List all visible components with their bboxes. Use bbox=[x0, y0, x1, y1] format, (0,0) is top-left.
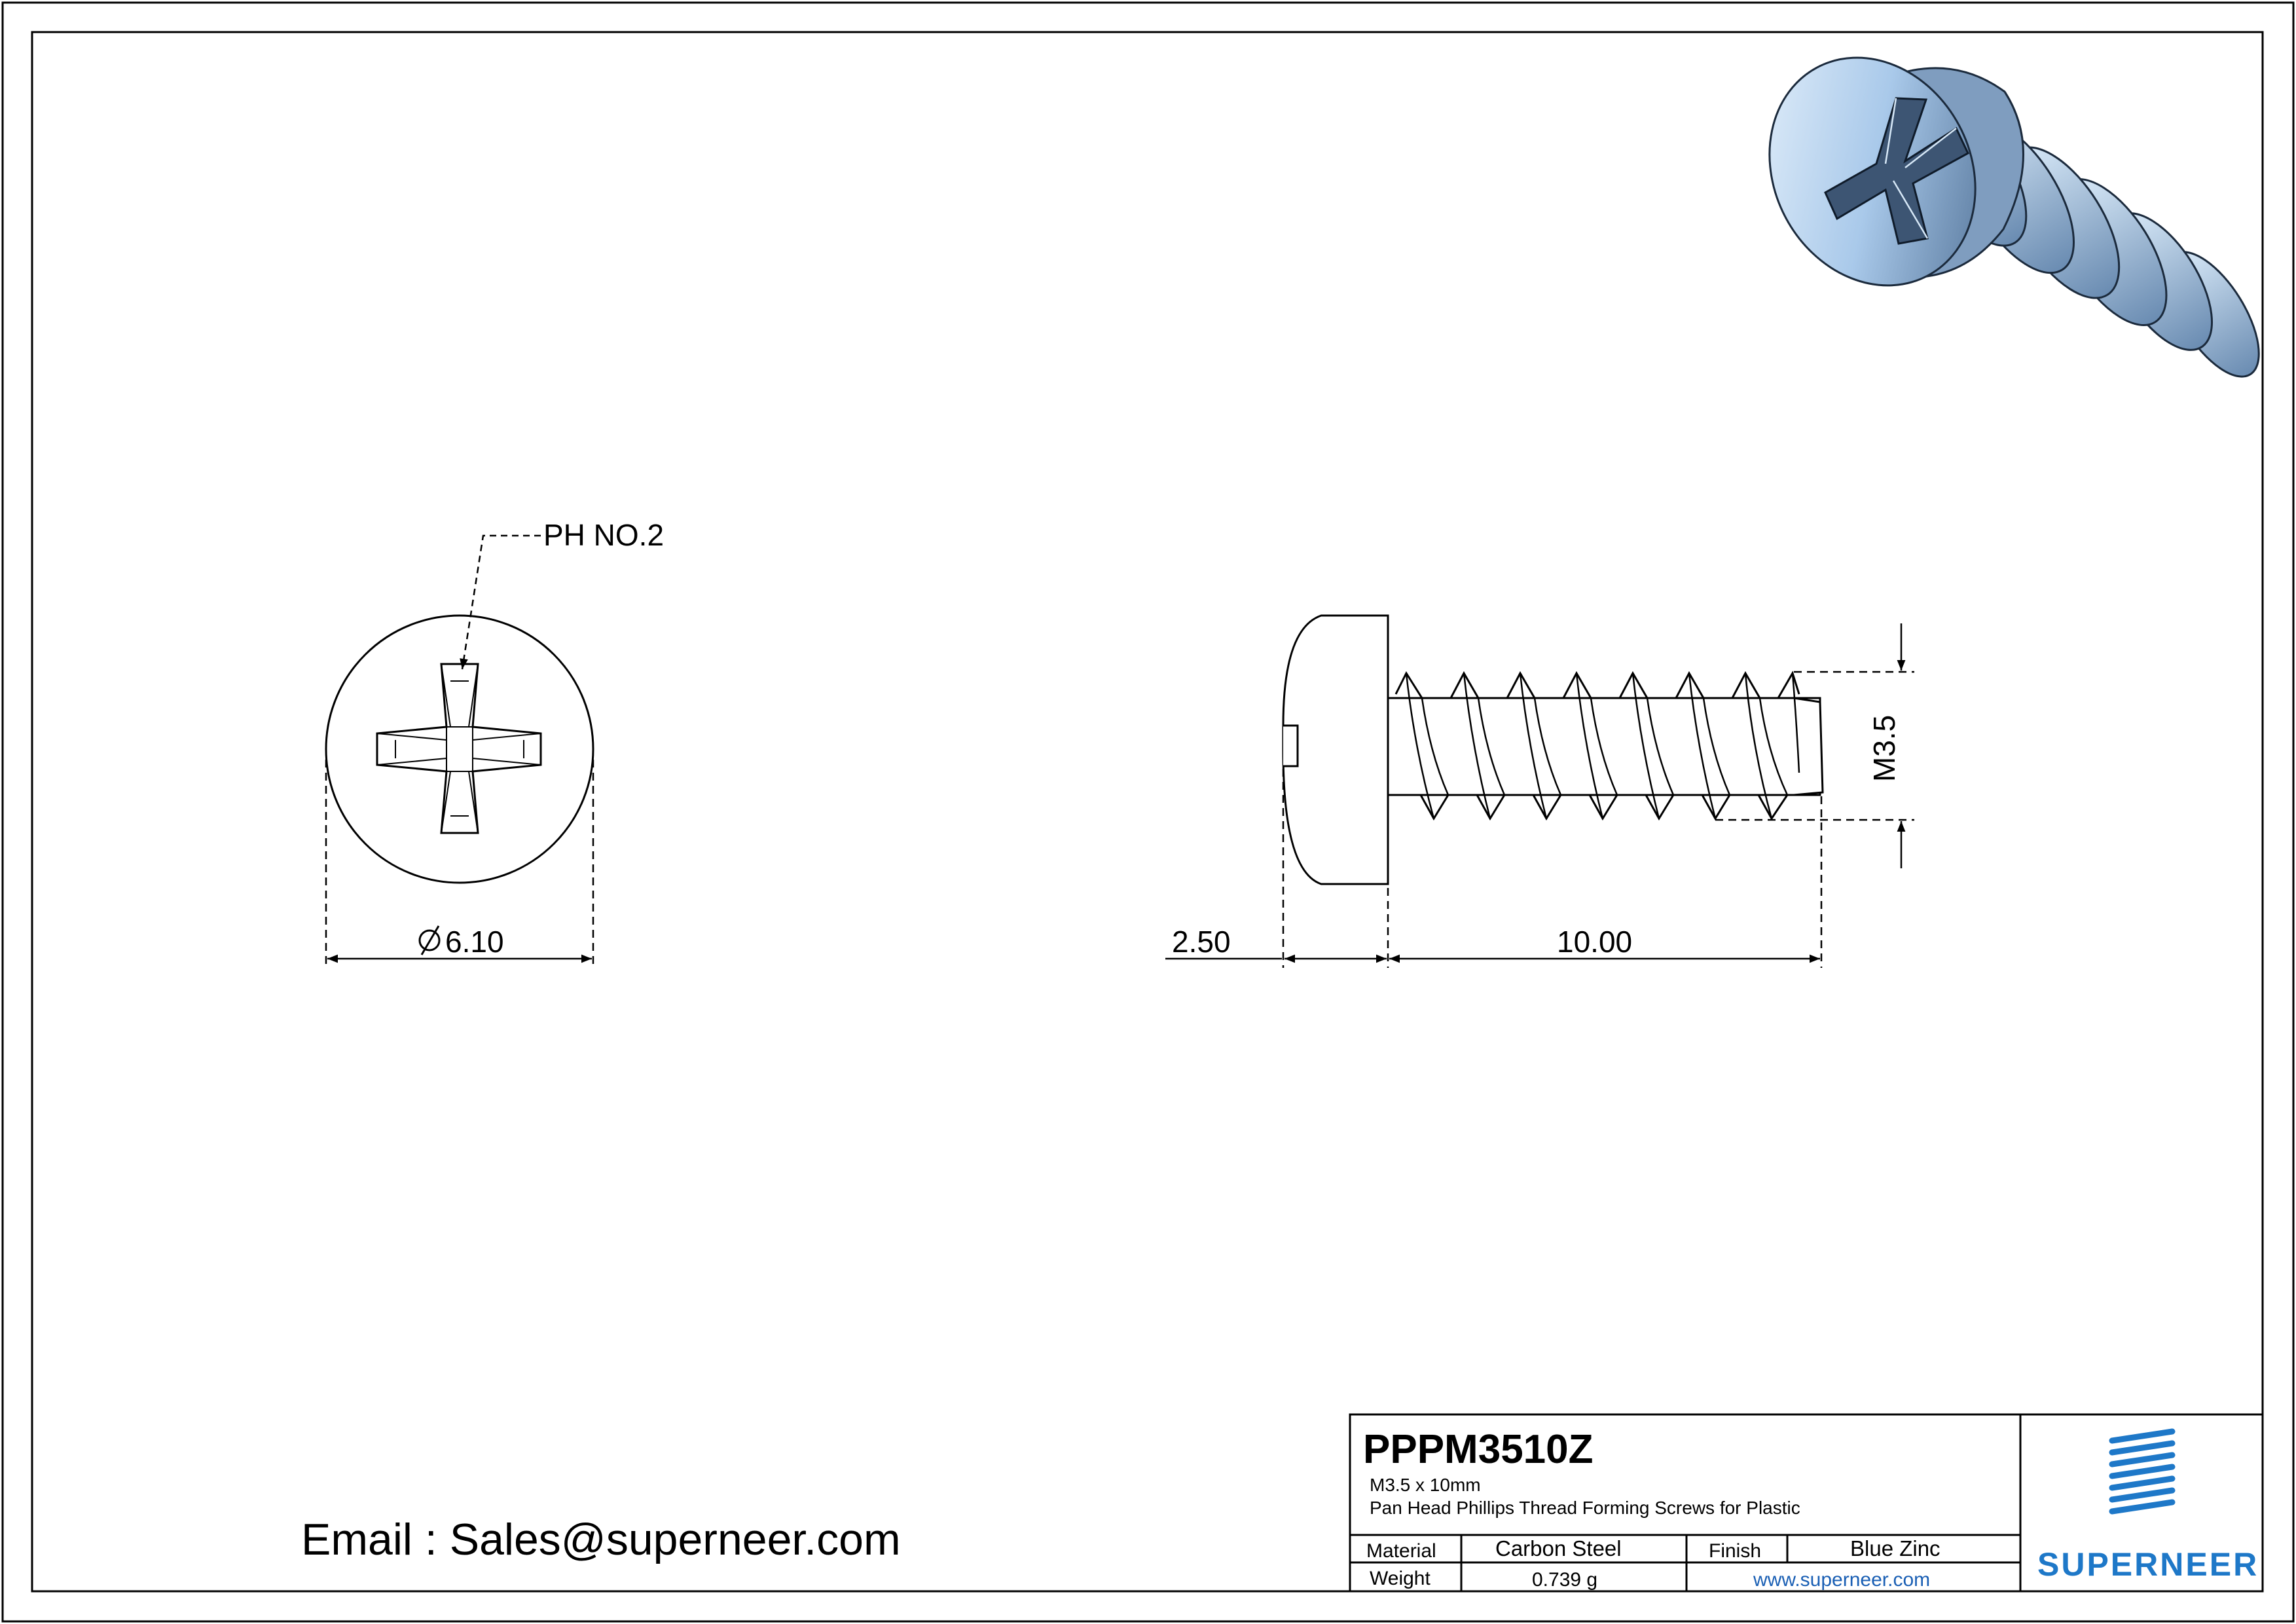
material-label: Material bbox=[1366, 1540, 1436, 1562]
dim-head-height: 2.50 bbox=[1172, 925, 1231, 959]
dim-length: 10.00 bbox=[1557, 925, 1633, 959]
weight-label: Weight bbox=[1370, 1568, 1430, 1589]
finish-value: Blue Zinc bbox=[1850, 1536, 1941, 1560]
screw-3d-render bbox=[1730, 22, 2277, 391]
screw-side-view bbox=[1283, 616, 1823, 884]
contact-email: Email : Sales@superneer.com bbox=[301, 1515, 901, 1564]
diameter-symbol bbox=[420, 926, 439, 955]
brand-wordmark: SUPERNEER bbox=[2037, 1546, 2259, 1583]
part-size: M3.5 x 10mm bbox=[1370, 1475, 1481, 1495]
screw-head-profile bbox=[1283, 616, 1388, 884]
thread-profile-top bbox=[1396, 673, 1799, 698]
weight-value: 0.739 g bbox=[1532, 1569, 1598, 1591]
finish-label: Finish bbox=[1709, 1540, 1762, 1562]
material-value: Carbon Steel bbox=[1495, 1536, 1622, 1560]
dim-thread: M3.5 bbox=[1867, 714, 1901, 782]
dim-head-diameter: 6.10 bbox=[445, 925, 504, 959]
superneer-logo-icon bbox=[2112, 1431, 2172, 1511]
callout-label: PH NO.2 bbox=[543, 518, 665, 552]
part-description: Pan Head Phillips Thread Forming Screws for Plastic bbox=[1370, 1498, 1800, 1518]
head-slot bbox=[1283, 726, 1298, 766]
head-top-view bbox=[326, 616, 593, 883]
website-link[interactable]: www.superneer.com bbox=[1753, 1569, 1931, 1591]
part-number: PPPM3510Z bbox=[1363, 1427, 1594, 1472]
length-dimensions bbox=[1165, 769, 1821, 968]
head-circle bbox=[326, 616, 593, 883]
